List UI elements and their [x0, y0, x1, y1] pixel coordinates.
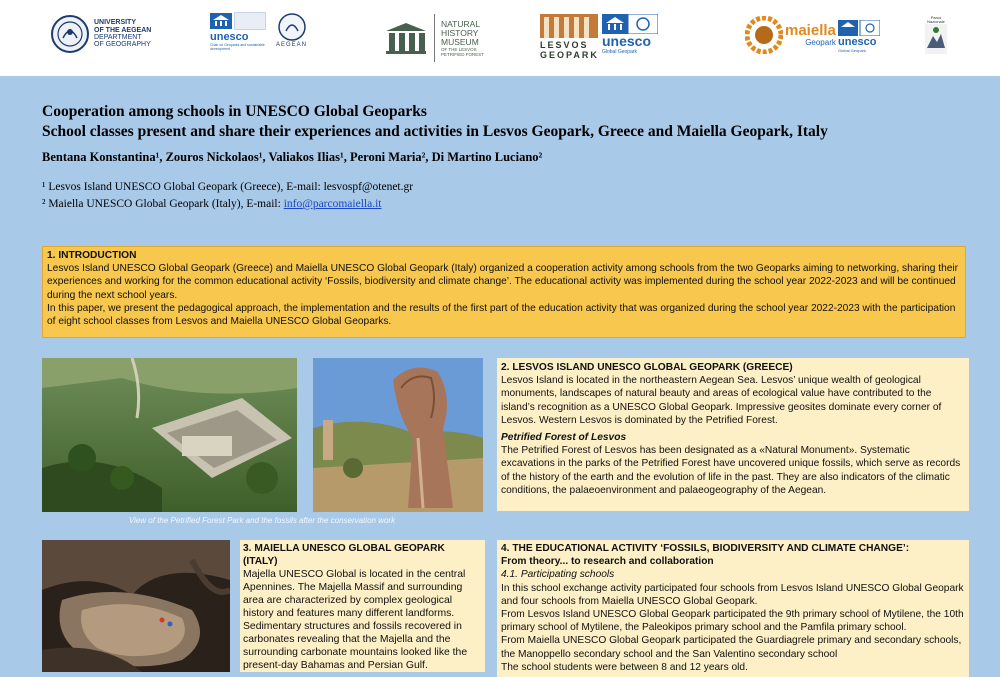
- maiella-wordmark: maiella: [785, 22, 836, 39]
- unesco-chair-note: Chair on Geoparks and sustainable development: [210, 43, 265, 51]
- park-emblem-icon: [925, 24, 947, 54]
- educational-activity-box: [497, 540, 969, 677]
- geopark-emblem-icon: [628, 14, 658, 34]
- museum-line: OF THE LESVOS: [441, 46, 477, 52]
- maiella-sub: Geopark: [805, 38, 836, 47]
- unesco-chair-wordmark: unesco: [210, 31, 249, 43]
- petrified-forest-paragraph: The Petrified Forest of Lesvos has been designated as a «Natural Monument». Systematic excavations in the parks of the Petrified Forest have uncovered unique fossils, which serve as records of the history of the earth and the evolution of life in the past. They are also indicators of the climatic conditions, the palaeoenvironment and palaeogeography of the Aegean.: [501, 445, 961, 496]
- introduction-heading: 1. INTRODUCTION: [47, 250, 137, 261]
- unesco-chair-logo: [210, 12, 266, 51]
- lesvos-geopark-box: [497, 358, 969, 511]
- museum-line: NATURAL: [441, 18, 481, 29]
- university-line: DEPARTMENT: [94, 34, 142, 41]
- introduction-paragraph: In this paper, we present the pedagogical approach, the implementation and the results of the first part of the education activity that was organized during the school year 2022-2023 with the participation of eight school classes from Lesvos and Maiella UNESCO Global Geoparks.: [47, 302, 956, 328]
- unesco-wordmark: unesco: [838, 36, 877, 48]
- lesvos-paragraph: Lesvos Island is located in the northeastern Aegean Sea. Lesvos’ unique wealth of geological monuments, landscapes of natural beauty and areas of ecological value have contributed to the island’s recognition as a UNESCO Global Geopark. Impressive geosites dominate every corner of Lesvos. Western Lesvos is dominated by the Petrified Forest.: [501, 375, 942, 426]
- aegean-logo: [276, 12, 307, 48]
- lesvos-wordmark: LESVOS: [540, 40, 589, 50]
- university-line: OF THE AEGEAN: [94, 26, 152, 34]
- maiella-geopark-box: [240, 540, 485, 672]
- education-heading: 4. THE EDUCATIONAL ACTIVITY ‘FOSSILS, BIODIVERSITY AND CLIMATE CHANGE’:: [501, 543, 910, 554]
- museum-temple-icon: [384, 21, 428, 55]
- museum-line: HISTORY: [441, 27, 479, 38]
- park-label: Parco Nazionale: [927, 15, 945, 24]
- participating-schools-heading: 4.1. Participating schools: [501, 569, 615, 581]
- affiliation-2: [42, 198, 381, 210]
- national-park-logo: [924, 16, 948, 54]
- poster-title: Cooperation among schools in UNESCO Global Geoparks: [42, 103, 427, 120]
- museum-logo: [384, 14, 484, 62]
- unesco-temple-icon: [210, 13, 232, 29]
- university-logo: [50, 14, 151, 54]
- education-paragraph: From Lesvos Island UNESCO Global Geopark participated the 9th primary school of Mytilene, the 10th primary school of Mytilene, the Paleokipos primary school and the Pamfila primary school.: [501, 609, 964, 634]
- unesco-temple-icon: [602, 14, 628, 34]
- lesvos-unesco-logo: [602, 14, 658, 55]
- unesco-temple-icon: [838, 20, 880, 36]
- email-link[interactable]: info@parcomaiella.it: [283, 198, 382, 210]
- affiliation-1: ¹ Lesvos Island UNESCO Global Geopark (Greece), E-mail: lesvospf@otenet.gr: [42, 181, 414, 193]
- logo-header: [0, 0, 1000, 76]
- affiliation-2-text: ² Maiella UNESCO Global Geopark (Italy), E-mail:: [42, 198, 284, 210]
- introduction-box: [42, 246, 966, 338]
- poster-subtitle: School classes present and share their experiences and activities in Lesvos Geopark, Greece and Maiella Geopark, Italy: [42, 123, 828, 140]
- unesco-sub: Global Geopark: [838, 48, 867, 53]
- university-seal-icon: [50, 14, 90, 54]
- photo-caption: View of the Petrified Forest Park and the fossils after the conservation work: [128, 516, 396, 525]
- aegean-seal-icon: [277, 12, 307, 42]
- petrified-forest-park-photo: [42, 358, 297, 512]
- introduction-paragraph: Lesvos Island UNESCO Global Geopark (Greece) and Maiella UNESCO Global Geopark (Italy) organized a cooperation activity among schools from the two Geoparks aiming to networking, sharing their experiences and working for the common educational activity ‘Fossils, biodiversity and climate change’. The educational activity was implemented during the school year 2022-2023 and will be continued during the next school years.: [47, 263, 959, 301]
- unesco-sub: Global Geopark: [602, 49, 638, 55]
- fossil-trunk-photo: [313, 358, 483, 512]
- geopark-wordmark: GEOPARK: [540, 50, 599, 60]
- lesvos-geopark-logo: [540, 14, 599, 60]
- museum-line: PETRIFIED FOREST: [441, 51, 485, 57]
- aegean-label: AEGEAN: [276, 42, 308, 48]
- education-paragraph: The school students were between 8 and 12 years old.: [501, 661, 748, 673]
- unesco-wordmark: unesco: [602, 33, 652, 49]
- petrified-forest-subheading: Petrified Forest of Lesvos: [501, 432, 627, 444]
- university-line: OF GEOGRAPHY: [94, 41, 151, 49]
- maiella-unesco-logo: [838, 20, 880, 53]
- maiella-sun-icon: [745, 16, 783, 54]
- maiella-heading: 3. MAIELLA UNESCO GLOBAL GEOPARK (ITALY): [243, 543, 445, 567]
- maiella-cave-photo: [42, 540, 230, 672]
- university-line: UNIVERSITY: [94, 19, 137, 27]
- education-paragraph: In this school exchange activity participated four schools from Lesvos Island UNESCO Global Geopark and four schools from Maiella UNESCO Global Geopark.: [501, 582, 964, 607]
- maiella-paragraph: Majella UNESCO Global is located in the central Apennines. The Majella Massif and surrounding area are characterized by complex geological history and features many different landforms. Sedimentary structures and fossils recovered in carbonates revealing that the Majella and the surrounding carbonate mountains looked like the present-day Bahamas and Persian Gulf.: [243, 569, 468, 671]
- lesvos-heading: 2. LESVOS ISLAND UNESCO GLOBAL GEOPARK (GREECE): [501, 362, 793, 373]
- author-list: Bentana Konstantina¹, Zouros Nickolaos¹, Valiakos Ilias¹, Peroni Maria², Di Martino Luciano²: [42, 150, 543, 164]
- education-paragraph: From Maiella UNESCO Global Geopark participated the Guardiagrele primary and secondary schools, the Manoppello secondary school and the San Valentino secondary school: [501, 635, 962, 660]
- education-subheading: From theory... to research and collaboration: [501, 556, 714, 568]
- maiella-geopark-logo: [745, 16, 836, 54]
- museum-line: MUSEUM: [441, 36, 479, 47]
- lesvos-columns-icon: [540, 14, 598, 38]
